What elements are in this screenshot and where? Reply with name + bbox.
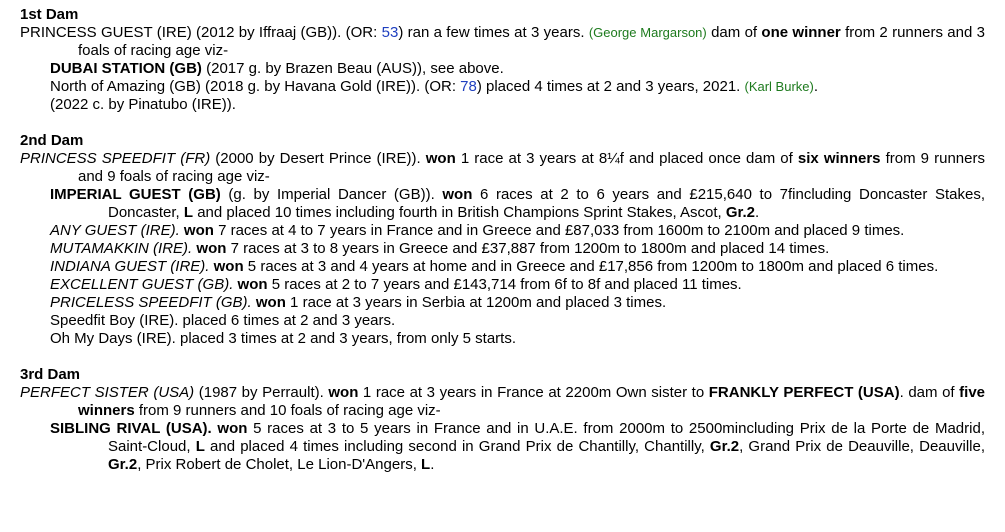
- official-rating: 78: [460, 78, 477, 95]
- offspring-entry: Speedfit Boy (IRE). placed 6 times at 2 and 3 years.: [50, 312, 396, 329]
- third-dam-entry: [20, 384, 985, 420]
- offspring-name: SIBLING RIVAL (USA).: [50, 420, 212, 437]
- offspring-entry: [20, 60, 985, 78]
- entry-text: ) ran a few times at 3 years.: [398, 24, 589, 41]
- offspring-text: .: [430, 456, 435, 473]
- offspring-text: (2017 g. by Brazen Beau (AUS)), see above.: [201, 60, 504, 77]
- offspring-text: 5 races at 2 to 7 years and £143,714 from 6f to 8f and placed 11 times.: [267, 276, 742, 293]
- won-label: won: [183, 222, 214, 239]
- entry-text: . dam of: [899, 384, 960, 401]
- winners-count: one winner: [761, 24, 841, 41]
- race-grade: Gr.2: [709, 438, 740, 455]
- race-grade: L: [183, 204, 194, 221]
- entry-text: from 2 runners and 3 foals of racing age viz-: [78, 24, 985, 59]
- offspring-text: 6 races at 2 to 6 years and £215,640 to 7fincluding Doncaster Stakes, Doncaster,: [108, 186, 985, 221]
- offspring-text: .: [813, 78, 819, 95]
- trainer-name: (Karl Burke): [744, 79, 814, 94]
- entry-text: (2000 by Desert Prince (IRE)).: [210, 150, 426, 167]
- third-dam-section: [20, 366, 985, 474]
- sibling-name: FRANKLY PERFECT (USA): [708, 384, 900, 401]
- dam-name: PERFECT SISTER (USA): [20, 384, 195, 401]
- entry-text: from 9 runners and 10 foals of racing age viz-: [134, 402, 441, 419]
- section-spacer: [20, 114, 985, 132]
- race-grade: L: [195, 438, 205, 455]
- entry-text: 1 race at 3 years in France at 2200m Own sister to: [358, 384, 709, 401]
- won-label: won: [196, 240, 227, 257]
- offspring-entry: [20, 240, 985, 258]
- trainer-name: (George Margarson): [588, 25, 707, 40]
- won-label: won: [442, 186, 473, 203]
- offspring-text: 7 races at 4 to 7 years in France and in Greece and £87,033 from 1600m to 2100m and placed 9 times.: [213, 222, 905, 239]
- entry-text: (2012 by Iffraaj (GB)). (OR:: [191, 24, 382, 41]
- winners-count: five winners: [78, 384, 986, 419]
- offspring-text: .: [755, 204, 760, 221]
- section-spacer: [20, 348, 985, 366]
- offspring-text: ) placed 4 times at 2 and 3 years, 2021.: [476, 78, 745, 95]
- offspring-text: and placed 4 times including second in Grand Prix de Chantilly, Chantilly,: [204, 438, 710, 455]
- offspring-entry: [20, 78, 985, 96]
- offspring-text: , Grand Prix de Deauville, Deauville,: [739, 438, 985, 455]
- won-label: won: [255, 294, 286, 311]
- third-dam-heading: 3rd Dam: [20, 366, 81, 383]
- dam-name: PRINCESS SPEEDFIT (FR): [20, 150, 211, 167]
- won-label: won: [328, 384, 359, 401]
- entry-text: (1987 by Perrault).: [194, 384, 329, 401]
- offspring-text: North of Amazing (GB) (2018 g. by Havana Gold (IRE)). (OR:: [50, 78, 461, 95]
- offspring-text: 1 race at 3 years in Serbia at 1200m and placed 3 times.: [285, 294, 667, 311]
- entry-text: dam of: [706, 24, 762, 41]
- offspring-name: PRICELESS SPEEDFIT (GB).: [50, 294, 252, 311]
- first-dam-entry: [20, 24, 985, 60]
- offspring-entry: [20, 258, 985, 276]
- race-grade: Gr.2: [108, 456, 138, 473]
- offspring-entry: [20, 420, 985, 474]
- won-label: won: [425, 150, 456, 167]
- winners-count: six winners: [797, 150, 881, 167]
- offspring-name: MUTAMAKKIN (IRE).: [50, 240, 193, 257]
- won-label: won: [217, 420, 248, 437]
- offspring-entry: [20, 222, 985, 240]
- offspring-name: IMPERIAL GUEST (GB): [50, 186, 221, 203]
- second-dam-heading: 2nd Dam: [20, 132, 84, 149]
- offspring-text: , Prix Robert de Cholet, Le Lion-D'Angers,: [137, 456, 422, 473]
- first-dam-section: [20, 6, 985, 114]
- won-label: won: [237, 276, 268, 293]
- offspring-name: INDIANA GUEST (IRE).: [50, 258, 210, 275]
- offspring-entry: [20, 276, 985, 294]
- offspring-entry: (2022 c. by Pinatubo (IRE)).: [50, 96, 236, 113]
- offspring-name: ANY GUEST (IRE).: [50, 222, 180, 239]
- official-rating: 53: [381, 24, 399, 41]
- offspring-entry: [20, 186, 985, 222]
- offspring-entry: Oh My Days (IRE). placed 3 times at 2 and 3 years, from only 5 starts.: [50, 330, 517, 347]
- race-grade: Gr.2: [725, 204, 756, 221]
- offspring-name: DUBAI STATION (GB): [50, 60, 202, 77]
- won-label: won: [213, 258, 244, 275]
- offspring-text: 5 races at 3 to 5 years in France and in U.A.E. from 2000m to 2500mincluding Prix de la Porte de Madrid, Saint-Cloud,: [108, 420, 985, 455]
- offspring-text: (g. by Imperial Dancer (GB)).: [220, 186, 443, 203]
- offspring-name: EXCELLENT GUEST (GB).: [50, 276, 234, 293]
- entry-text: from 9 runners and 9 foals of racing age viz-: [78, 150, 985, 185]
- dam-name: PRINCESS GUEST (IRE): [20, 24, 192, 41]
- race-grade: L: [421, 456, 431, 473]
- offspring-entry: [20, 294, 985, 312]
- offspring-text: 5 races at 3 and 4 years at home and in Greece and £17,856 from 1200m to 1800m and placed 6 times.: [243, 258, 939, 275]
- first-dam-heading: 1st Dam: [20, 6, 79, 23]
- second-dam-section: [20, 132, 985, 348]
- offspring-text: 7 races at 3 to 8 years in Greece and £37,887 from 1200m to 1800m and placed 14 times.: [226, 240, 830, 257]
- entry-text: 1 race at 3 years at 8¼f and placed once dam of: [455, 150, 798, 167]
- offspring-text: and placed 10 times including fourth in British Champions Sprint Stakes, Ascot,: [193, 204, 726, 221]
- second-dam-entry: [20, 150, 985, 186]
